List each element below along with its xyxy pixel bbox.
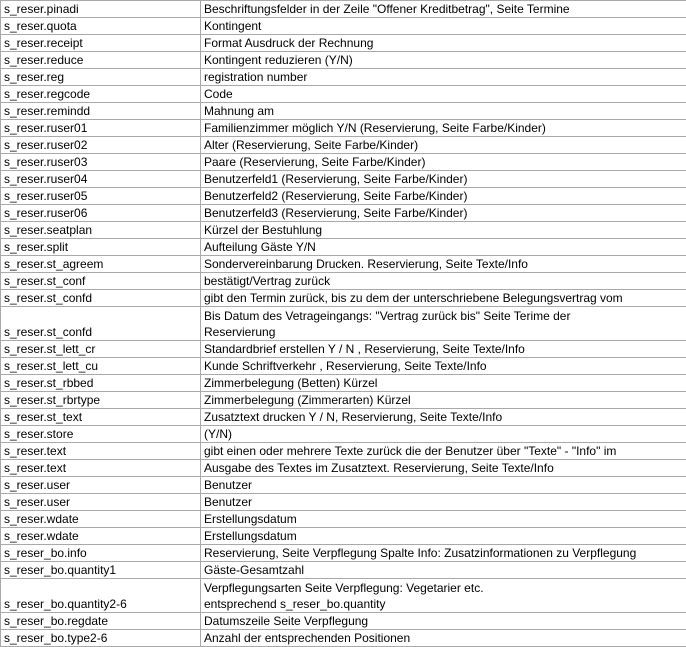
description-cell: bestätigt/Vertrag zurück bbox=[201, 273, 686, 290]
table-row bbox=[1, 18, 686, 35]
table-row bbox=[1, 222, 686, 239]
field-name-cell: s_reser.reduce bbox=[1, 52, 201, 69]
description-cell: Paare (Reservierung, Seite Farbe/Kinder) bbox=[201, 154, 686, 171]
description-line: Reservierung bbox=[204, 325, 276, 339]
field-name-cell: s_reser.receipt bbox=[1, 35, 201, 52]
table-row bbox=[1, 86, 686, 103]
table-row bbox=[1, 256, 686, 273]
table-row bbox=[1, 120, 686, 137]
description-cell: Beschriftungsfelder in der Zeile "Offener Kreditbetrag", Seite Termine bbox=[201, 1, 686, 18]
description-line: Bis Datum des Vetrageingangs: "Vertrag zurück bis" Seite Terime der bbox=[204, 309, 571, 323]
field-name-cell: s_reser.st_conf bbox=[1, 273, 201, 290]
field-name-cell: s_reser.reg bbox=[1, 69, 201, 86]
field-name-cell: s_reser.regcode bbox=[1, 86, 201, 103]
table-row bbox=[1, 171, 686, 188]
table-row bbox=[1, 358, 686, 375]
description-cell: Erstellungsdatum bbox=[201, 511, 686, 528]
description-cell: Alter (Reservierung, Seite Farbe/Kinder) bbox=[201, 137, 686, 154]
description-cell: Benutzer bbox=[201, 477, 686, 494]
field-name-cell: s_reser.wdate bbox=[1, 528, 201, 545]
table-row bbox=[1, 137, 686, 154]
field-name-cell: s_reser.ruser03 bbox=[1, 154, 201, 171]
field-name-cell: s_reser_bo.type2-6 bbox=[1, 630, 201, 647]
field-name-cell: s_reser.st_rbrtype bbox=[1, 392, 201, 409]
description-cell: Aufteilung Gäste Y/N bbox=[201, 239, 686, 256]
table-row bbox=[1, 52, 686, 69]
table-row bbox=[1, 545, 686, 562]
description-cell: gibt den Termin zurück, bis zu dem der unterschriebene Belegungsvertrag vom bbox=[201, 290, 686, 307]
table-row bbox=[1, 409, 686, 426]
description-cell: Mahnung am bbox=[201, 103, 686, 120]
field-name-cell: s_reser.st_confd bbox=[1, 307, 201, 341]
description-cell: Code bbox=[201, 86, 686, 103]
description-cell: Ausgabe des Textes im Zusatztext. Reservierung, Seite Texte/Info bbox=[201, 460, 686, 477]
field-name-cell: s_reser.ruser04 bbox=[1, 171, 201, 188]
description-cell: Zimmerbelegung (Zimmerarten) Kürzel bbox=[201, 392, 686, 409]
table-row bbox=[1, 562, 686, 579]
table-row bbox=[1, 307, 686, 341]
description-cell: Reservierung, Seite Verpflegung Spalte Info: Zusatzinformationen zu Verpflegung bbox=[201, 545, 686, 562]
description-cell bbox=[201, 579, 686, 613]
field-name-cell: s_reser.st_agreem bbox=[1, 256, 201, 273]
table-row bbox=[1, 1, 686, 18]
description-cell bbox=[201, 307, 686, 341]
table-row bbox=[1, 426, 686, 443]
table-row bbox=[1, 290, 686, 307]
table-row bbox=[1, 154, 686, 171]
field-name-cell: s_reser_bo.quantity2-6 bbox=[1, 579, 201, 613]
field-name-cell: s_reser.quota bbox=[1, 18, 201, 35]
description-cell: Gäste-Gesamtzahl bbox=[201, 562, 686, 579]
table-row bbox=[1, 613, 686, 630]
description-cell: gibt einen oder mehrere Texte zurück die der Benutzer über "Texte" - "Info" im bbox=[201, 443, 686, 460]
description-cell: Erstellungsdatum bbox=[201, 528, 686, 545]
field-name-cell: s_reser.st_confd bbox=[1, 290, 201, 307]
field-name-cell: s_reser.split bbox=[1, 239, 201, 256]
description-cell: registration number bbox=[201, 69, 686, 86]
field-name-cell: s_reser.st_rbbed bbox=[1, 375, 201, 392]
description-cell: Kürzel der Bestuhlung bbox=[201, 222, 686, 239]
description-cell: Benutzerfeld2 (Reservierung, Seite Farbe/Kinder) bbox=[201, 188, 686, 205]
description-cell: Anzahl der entsprechenden Positionen bbox=[201, 630, 686, 647]
field-name-cell: s_reser.ruser06 bbox=[1, 205, 201, 222]
description-cell: Benutzerfeld3 (Reservierung, Seite Farbe/Kinder) bbox=[201, 205, 686, 222]
table-row bbox=[1, 477, 686, 494]
field-name-cell: s_reser_bo.quantity1 bbox=[1, 562, 201, 579]
description-cell: Kontingent bbox=[201, 18, 686, 35]
description-cell: Zusatztext drucken Y / N, Reservierung, Seite Texte/Info bbox=[201, 409, 686, 426]
field-name-cell: s_reser.text bbox=[1, 443, 201, 460]
table-row bbox=[1, 443, 686, 460]
description-cell: Sondervereinbarung Drucken. Reservierung, Seite Texte/Info bbox=[201, 256, 686, 273]
field-name-cell: s_reser.ruser05 bbox=[1, 188, 201, 205]
field-name-cell: s_reser.st_text bbox=[1, 409, 201, 426]
description-cell: Benutzerfeld1 (Reservierung, Seite Farbe/Kinder) bbox=[201, 171, 686, 188]
table-row bbox=[1, 341, 686, 358]
field-name-cell: s_reser.user bbox=[1, 494, 201, 511]
table-row bbox=[1, 375, 686, 392]
description-cell: Format Ausdruck der Rechnung bbox=[201, 35, 686, 52]
table-row bbox=[1, 69, 686, 86]
description-cell: Kunde Schriftverkehr , Reservierung, Seite Texte/Info bbox=[201, 358, 686, 375]
table-row bbox=[1, 579, 686, 613]
field-name-cell: s_reser.store bbox=[1, 426, 201, 443]
field-name-cell: s_reser.st_lett_cu bbox=[1, 358, 201, 375]
field-name-cell: s_reser.pinadi bbox=[1, 1, 201, 18]
field-name-cell: s_reser.seatplan bbox=[1, 222, 201, 239]
description-line: entsprechend s_reser_bo.quantity bbox=[204, 597, 386, 611]
field-name-cell: s_reser.text bbox=[1, 460, 201, 477]
table-row bbox=[1, 273, 686, 290]
field-name-cell: s_reser_bo.info bbox=[1, 545, 201, 562]
field-name-cell: s_reser.ruser01 bbox=[1, 120, 201, 137]
table-row bbox=[1, 392, 686, 409]
table-row bbox=[1, 630, 686, 647]
table-row bbox=[1, 460, 686, 477]
field-name-cell: s_reser.remindd bbox=[1, 103, 201, 120]
field-name-cell: s_reser_bo.regdate bbox=[1, 613, 201, 630]
table-body bbox=[1, 1, 686, 647]
table-row bbox=[1, 494, 686, 511]
description-cell: Zimmerbelegung (Betten) Kürzel bbox=[201, 375, 686, 392]
table-row bbox=[1, 188, 686, 205]
table-row bbox=[1, 205, 686, 222]
table-row bbox=[1, 103, 686, 120]
description-cell: Datumszeile Seite Verpflegung bbox=[201, 613, 686, 630]
table-row bbox=[1, 35, 686, 52]
field-name-cell: s_reser.wdate bbox=[1, 511, 201, 528]
field-name-cell: s_reser.st_lett_cr bbox=[1, 341, 201, 358]
description-cell: (Y/N) bbox=[201, 426, 686, 443]
table-row bbox=[1, 239, 686, 256]
description-cell: Kontingent reduzieren (Y/N) bbox=[201, 52, 686, 69]
table-row bbox=[1, 528, 686, 545]
description-line: Verpflegungsarten Seite Verpflegung: Vegetarier etc. bbox=[204, 581, 484, 595]
description-cell: Benutzer bbox=[201, 494, 686, 511]
field-name-cell: s_reser.user bbox=[1, 477, 201, 494]
description-cell: Standardbrief erstellen Y / N , Reservierung, Seite Texte/Info bbox=[201, 341, 686, 358]
table-row bbox=[1, 511, 686, 528]
field-name-cell: s_reser.ruser02 bbox=[1, 137, 201, 154]
description-cell: Familienzimmer möglich Y/N (Reservierung, Seite Farbe/Kinder) bbox=[201, 120, 686, 137]
